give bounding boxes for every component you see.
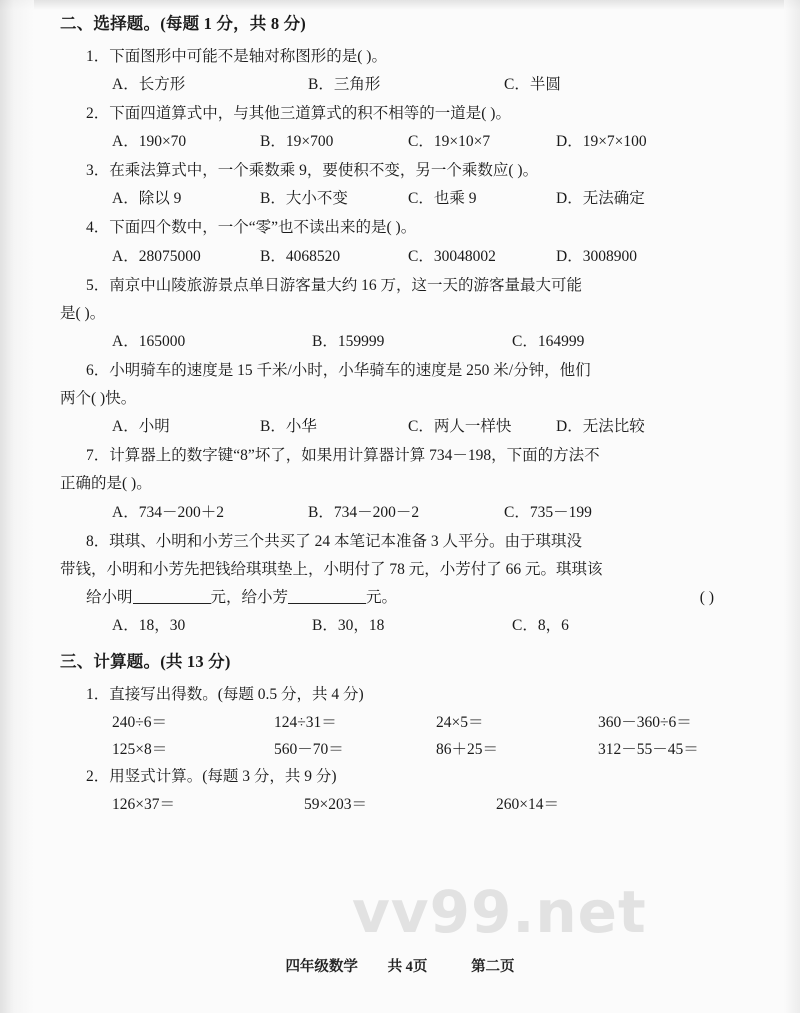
option-d: D．无法比较 — [556, 418, 645, 436]
option-c: C．30048002 — [408, 247, 496, 265]
option-b: B．159999 — [312, 332, 385, 350]
question-2-options — [60, 129, 760, 154]
option-d: D．19×7×100 — [556, 133, 647, 151]
calc-item: 24×5＝ — [436, 713, 484, 731]
option-a: A．190×70 — [112, 133, 187, 151]
question-3-options — [60, 186, 760, 211]
option-d: D．3008900 — [556, 247, 637, 265]
calc-sub1-row-2 — [60, 737, 760, 762]
option-b: B．19×700 — [260, 133, 334, 151]
question-7-stem: 7．计算器上的数字键“8”坏了，如果用计算器计算 734－198，下面的方法不 — [86, 447, 600, 465]
calc-sub2-row-1 — [60, 792, 760, 817]
calc-item: 240÷6＝ — [112, 713, 168, 731]
option-b: B．4068520 — [260, 247, 341, 265]
answer-blank-1[interactable] — [133, 588, 211, 604]
fill-label-1: 给小明 — [86, 588, 133, 606]
option-c: C．也乘 9 — [408, 190, 477, 208]
section-2-heading: 二、选择题。(每题 1 分，共 8 分) — [60, 14, 306, 33]
question-6-stem: 6．小明骑车的速度是 15 千米/小时，小华骑车的速度是 250 米/分钟，他们 — [86, 361, 591, 379]
section-3-heading: 三、计算题。(共 13 分) — [60, 652, 231, 672]
option-c: C．半圆 — [504, 75, 561, 93]
option-a: A．165000 — [112, 332, 186, 350]
page-content — [60, 12, 760, 819]
calc-item: 260×14＝ — [496, 796, 559, 814]
option-a: A．小明 — [112, 418, 170, 436]
calc-sub1-row-1 — [60, 710, 760, 735]
calc-item: 86＋25＝ — [436, 741, 499, 759]
question-4-options — [60, 244, 760, 269]
calc-item: 312－55－45＝ — [598, 741, 699, 759]
question-2-stem: 2．下面四道算式中，与其他三道算式的积不相等的一道是( )。 — [86, 104, 511, 122]
fill-label-3: 元。 — [366, 588, 398, 606]
calc-sub1-stem: 1．直接写出得数。(每题 0.5 分，共 4 分) — [86, 685, 364, 703]
question-4-stem: 4．下面四个数中，一个“零”也不读出来的是( )。 — [86, 219, 417, 237]
answer-paren: ( ) — [699, 588, 714, 606]
option-b: B．734－200－2 — [308, 503, 420, 521]
question-8-stem: 8．琪琪、小明和小芳三个共买了 24 本笔记本准备 3 人平分。由于琪琪没 — [86, 532, 583, 550]
footer-page-number: 第二页 — [471, 959, 515, 975]
option-b: B．三角形 — [308, 75, 381, 93]
footer-total-pages: 共 4页 — [387, 959, 428, 975]
question-6-options — [60, 414, 760, 439]
option-b: B．小华 — [260, 418, 317, 436]
option-c: C．164999 — [512, 332, 585, 350]
option-a: A．18，30 — [112, 616, 186, 634]
calc-item: 360－360÷6＝ — [598, 713, 692, 731]
fill-label-2: 元，给小芳 — [210, 588, 289, 606]
calc-sub2-stem: 2．用竖式计算。(每题 3 分，共 9 分) — [86, 768, 337, 786]
scan-edge-top — [0, 0, 800, 10]
calc-item: 126×37＝ — [112, 796, 175, 814]
footer-subject: 四年级数学 — [285, 959, 358, 975]
question-8-stem-fill — [60, 585, 760, 610]
page-footer — [0, 955, 800, 976]
question-7-stem-cont: 正确的是( )。 — [60, 475, 152, 493]
calc-item: 125×8＝ — [112, 741, 168, 759]
question-5-options — [60, 329, 760, 354]
option-b: B．大小不变 — [260, 190, 348, 208]
scan-edge-right — [784, 0, 800, 1013]
option-c: C．735－199 — [504, 503, 592, 521]
question-5-stem: 5．南京中山陵旅游景点单日游客量大约 16 万，这一天的游客量最大可能 — [86, 276, 583, 294]
option-d: D．无法确定 — [556, 190, 645, 208]
question-3-stem: 3．在乘法算式中，一个乘数乘 9，要使积不变，另一个乘数应( )。 — [86, 162, 539, 180]
option-a: A．长方形 — [112, 75, 186, 93]
question-7-options — [60, 500, 760, 525]
option-a: A．28075000 — [112, 247, 201, 265]
question-1-stem: 1．下面图形中可能不是轴对称图形的是( )。 — [86, 47, 387, 65]
question-8-stem-cont: 带钱，小明和小芳先把钱给琪琪垫上，小明付了 78 元，小芳付了 66 元。琪琪该 — [60, 560, 603, 578]
question-6-stem-cont: 两个( )快。 — [60, 390, 137, 408]
question-8-options — [60, 613, 760, 638]
watermark: vv99.net — [352, 878, 647, 946]
question-5-stem-cont: 是( )。 — [60, 304, 106, 322]
option-a: A．除以 9 — [112, 190, 182, 208]
option-c: C．8，6 — [512, 616, 569, 634]
calc-item: 124÷31＝ — [274, 713, 337, 731]
option-c: C．19×10×7 — [408, 133, 491, 151]
option-a: A．734－200＋2 — [112, 503, 224, 521]
calc-item: 59×203＝ — [304, 796, 367, 814]
question-1-options — [60, 72, 760, 97]
option-c: C．两人一样快 — [408, 418, 512, 436]
option-b: B．30，18 — [312, 616, 385, 634]
answer-blank-2[interactable] — [288, 588, 366, 604]
scan-edge-left — [0, 0, 34, 1013]
calc-item: 560－70＝ — [274, 741, 344, 759]
